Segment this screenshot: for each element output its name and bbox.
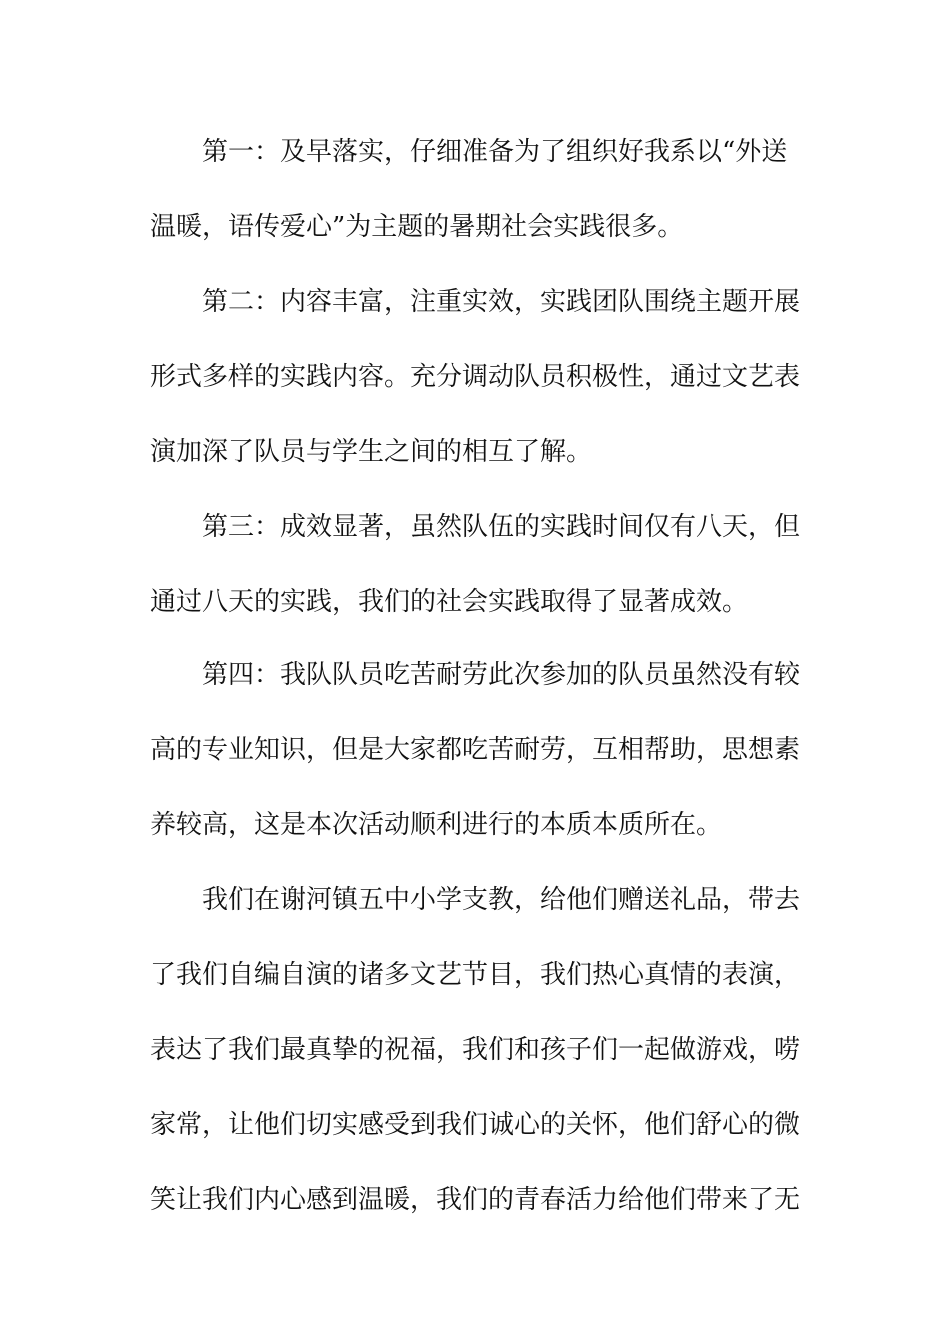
paragraph-1-line-2: 温暖，语传爱心”为主题的暑期社会实践很多。	[150, 212, 684, 242]
paragraph-4-line-1: 第四：我队队员吃苦耐劳此次参加的队员虽然没有较	[202, 660, 801, 690]
paragraph-4-line-3: 养较高，这是本次活动顺利进行的本质本质所在。	[150, 810, 723, 840]
paragraph-2-line-1: 第二：内容丰富，注重实效，实践团队围绕主题开展	[202, 287, 801, 317]
paragraph-5-line-1: 我们在谢河镇五中小学支教，给他们赠送礼品，带去	[202, 885, 801, 915]
paragraph-2-line-3: 演加深了队员与学生之间的相互了解。	[150, 437, 593, 467]
paragraph-3-line-1: 第三：成效显著，虽然队伍的实践时间仅有八天，但	[202, 512, 801, 542]
paragraph-3-line-2: 通过八天的实践，我们的社会实践取得了显著成效。	[150, 587, 749, 617]
paragraph-2-line-2: 形式多样的实践内容。充分调动队员积极性，通过文艺表	[150, 362, 801, 392]
paragraph-1-line-1: 第一：及早落实，仔细准备为了组织好我系以“外送	[202, 137, 788, 167]
paragraph-5-line-4: 家常，让他们切实感受到我们诚心的关怀，他们舒心的微	[150, 1110, 801, 1140]
paragraph-4-line-2: 高的专业知识，但是大家都吃苦耐劳，互相帮助，思想素	[150, 735, 801, 765]
paragraph-5-line-5: 笑让我们内心感到温暖，我们的青春活力给他们带来了无	[150, 1185, 801, 1215]
paragraph-5-line-2: 了我们自编自演的诸多文艺节目，我们热心真情的表演，	[150, 960, 801, 990]
paragraph-5-line-3: 表达了我们最真挚的祝福，我们和孩子们一起做游戏，唠	[150, 1035, 801, 1065]
